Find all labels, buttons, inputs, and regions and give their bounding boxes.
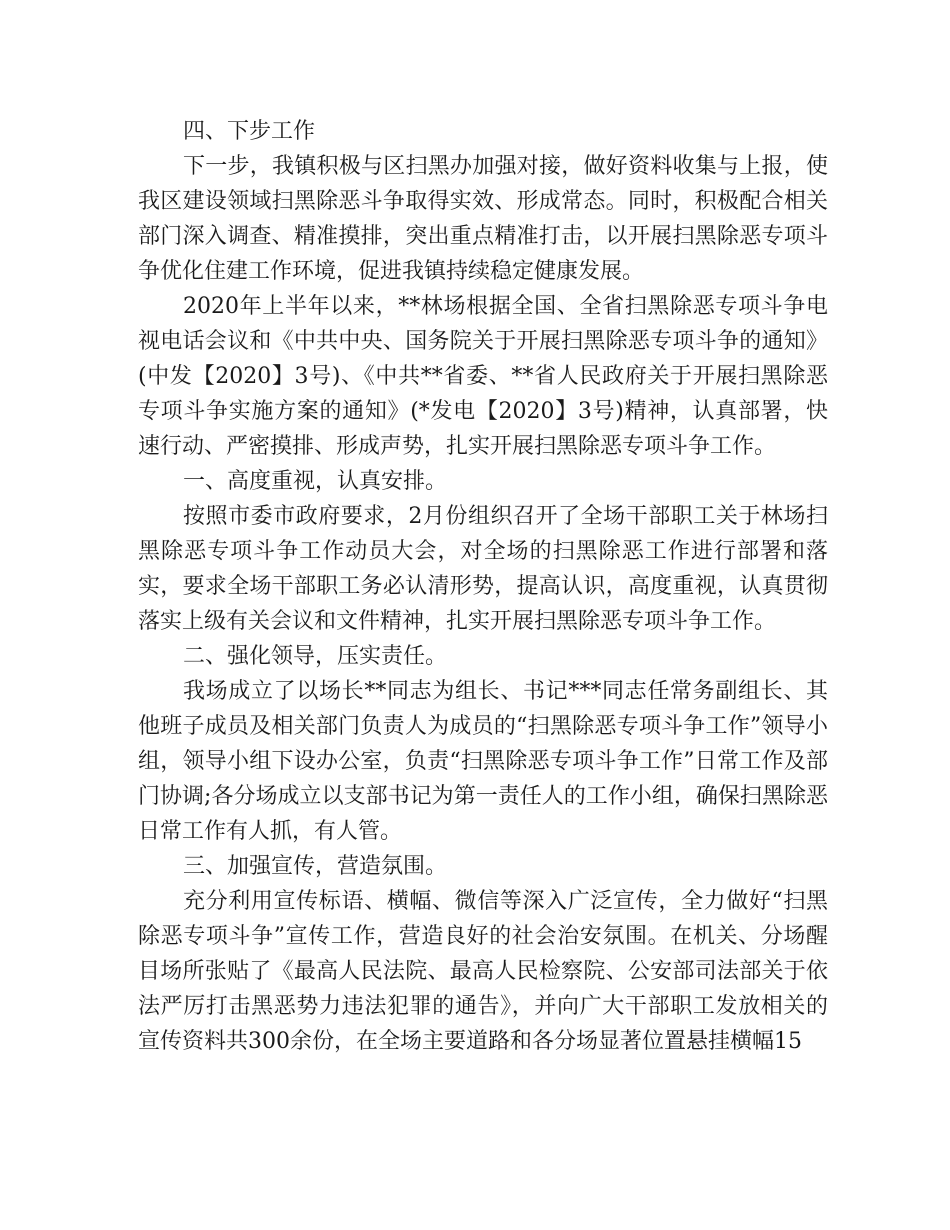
paragraph: 按照市委市政府要求，2月份组织召开了全场干部职工关于林场扫黑除恶专项斗争工作动员大会，对全场的扫黑除恶工作进行部署和落实，要求全场干部职工务必认清形势，提高认识，高度重视，认真贯彻落实上级有关会议和文件精神，扎实开展扫黑除恶专项斗争工作。 (138, 504, 828, 634)
document-body (138, 114, 828, 1059)
section-heading-leadership: 二、强化领导，压实责任。 (183, 644, 448, 669)
paragraph: 我场成立了以场长**同志为组长、书记***同志任常务副组长、其他班子成员及相关部门负责人为成员的“扫黑除恶专项斗争工作”领导小组，领导小组下设办公室，负责“扫黑除恶专项斗争工作”日常工作及部门协调;各分场成立以支部书记为第一责任人的工作小组，确保扫黑除恶日常工作有人抓，有人管。 (138, 679, 828, 844)
section-heading-next-steps: 四、下步工作 (183, 119, 316, 144)
paragraph: 下一步，我镇积极与区扫黑办加强对接，做好资料收集与上报，使我区建设领域扫黑除恶斗争取得实效、形成常态。同时，积极配合相关部门深入调查、精准摸排，突出重点精准打击，以开展扫黑除恶专项斗争优化住建工作环境，促进我镇持续稳定健康发展。 (138, 154, 828, 284)
section-heading-attention: 一、高度重视，认真安排。 (183, 469, 448, 494)
section-heading-publicity: 三、加强宣传，营造氛围。 (183, 854, 448, 879)
paragraph: 充分利用宣传标语、横幅、微信等深入广泛宣传，全力做好“扫黑除恶专项斗争”宣传工作，营造良好的社会治安氛围。在机关、分场醒目场所张贴了《最高人民法院、最高人民检察院、公安部司法部关于依法严厉打击黑恶势力违法犯罪的通告》，并向广大干部职工发放相关的宣传资料共300余份，在全场主要道路和各分场显著位置悬挂横幅15 (138, 889, 828, 1054)
paragraph: 2020年上半年以来，**林场根据全国、全省扫黑除恶专项斗争电视电话会议和《中共中央、国务院关于开展扫黑除恶专项斗争的通知》(中发【2020】3号)、《中共**省委、**省人民政府关于开展扫黑除恶专项斗争实施方案的通知》(*发电【2020】3号)精神，认真部署，快速行动、严密摸排、形成声势，扎实开展扫黑除恶专项斗争工作。 (138, 294, 828, 459)
